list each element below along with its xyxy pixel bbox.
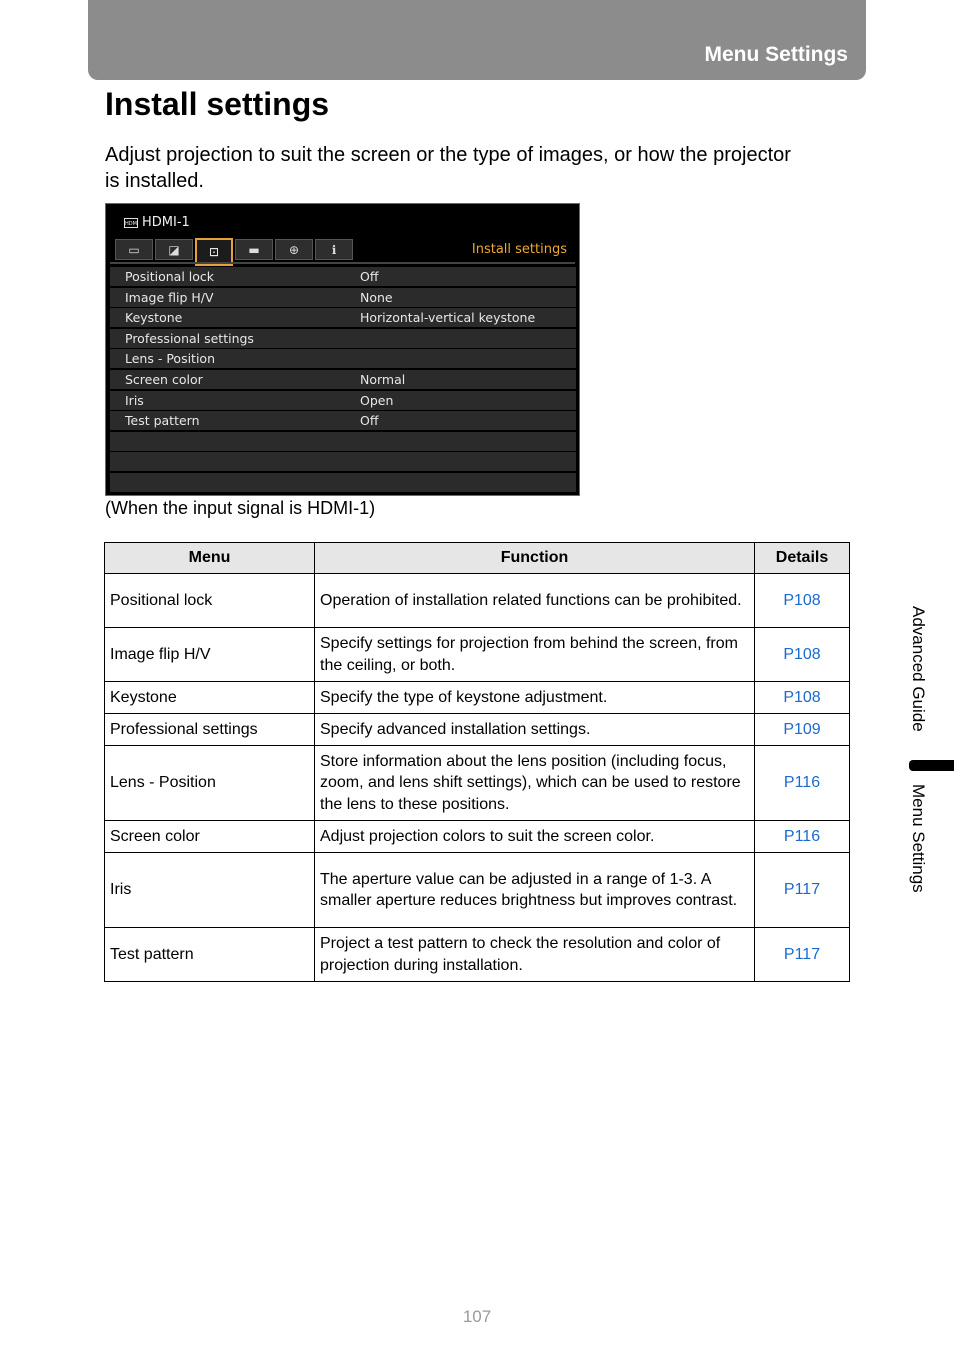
cell-function: Specify the type of keystone adjustment. bbox=[315, 682, 755, 714]
osd-row-value: Open bbox=[360, 392, 394, 408]
cell-menu: Screen color bbox=[105, 821, 315, 853]
cell-function: Project a test pattern to check the resolution and color of projection during installation. bbox=[315, 928, 755, 982]
osd-tab-info-icon: ℹ bbox=[315, 239, 353, 260]
table-row bbox=[105, 821, 850, 853]
osd-tab-image-icon: ▭ bbox=[115, 239, 153, 260]
cell-function: Specify advanced installation settings. bbox=[315, 714, 755, 746]
osd-row-value: Off bbox=[360, 413, 379, 429]
intro-text: Adjust projection to suit the screen or the type of images, or how the projector is installed. bbox=[105, 144, 791, 192]
osd-input-label: HDMI-1 bbox=[142, 215, 190, 230]
osd-tab-adjust-icon: ◪ bbox=[155, 239, 193, 260]
osd-row-label: Test pattern bbox=[125, 413, 200, 429]
table-row bbox=[105, 746, 850, 821]
header-bar bbox=[88, 0, 866, 80]
osd-row bbox=[110, 329, 576, 348]
osd-tab-install-icon: ⊡ bbox=[195, 238, 233, 266]
osd-row bbox=[110, 391, 576, 410]
page-title: Install settings bbox=[105, 86, 330, 122]
table-row bbox=[105, 928, 850, 982]
osd-row-value: Off bbox=[360, 269, 379, 284]
cell-menu: Professional settings bbox=[105, 714, 315, 746]
osd-row bbox=[110, 349, 576, 368]
header-section-title: Menu Settings bbox=[704, 43, 848, 66]
details-link[interactable]: P117 bbox=[755, 853, 850, 928]
header-function: Function bbox=[315, 543, 755, 574]
osd-rows bbox=[110, 267, 576, 494]
osd-row bbox=[110, 288, 576, 307]
side-tab-advanced-guide[interactable]: Advanced Guide bbox=[909, 606, 928, 732]
osd-row bbox=[110, 267, 576, 286]
osd-row bbox=[110, 473, 576, 492]
osd-row-label: Positional lock bbox=[125, 269, 215, 284]
details-link[interactable]: P108 bbox=[755, 682, 850, 714]
osd-row-label: Professional settings bbox=[125, 330, 254, 346]
table-row bbox=[105, 853, 850, 928]
osd-row-label: Keystone bbox=[125, 310, 183, 326]
osd-row-value: Normal bbox=[360, 371, 406, 387]
header-menu: Menu bbox=[105, 543, 315, 574]
details-link[interactable]: P108 bbox=[755, 628, 850, 682]
cell-menu: Test pattern bbox=[105, 928, 315, 982]
osd-tab-system-icon: ▬ bbox=[235, 239, 273, 260]
osd-menu-screenshot bbox=[105, 203, 580, 496]
osd-row-label: Image flip H/V bbox=[125, 289, 214, 305]
osd-row-label: Screen color bbox=[125, 371, 203, 387]
table-header-row bbox=[105, 543, 850, 574]
cell-menu: Keystone bbox=[105, 682, 315, 714]
page-number: 107 bbox=[462, 1307, 492, 1326]
cell-menu: Positional lock bbox=[105, 574, 315, 628]
osd-row-value: Horizontal-vertical keystone bbox=[360, 310, 536, 326]
cell-menu: Iris bbox=[105, 853, 315, 928]
osd-tab-network-icon: ⊕ bbox=[275, 239, 313, 260]
screenshot-caption: (When the input signal is HDMI-1) bbox=[105, 498, 376, 518]
cell-function: Operation of installation related functions can be prohibited. bbox=[315, 574, 755, 628]
cell-function: Store information about the lens position (including focus, zoom, and lens shift settings), which can be used to restore the lens to these positions. bbox=[315, 746, 755, 821]
details-link[interactable]: P117 bbox=[755, 928, 850, 982]
osd-row bbox=[110, 452, 576, 471]
cell-function: Specify settings for projection from behind the screen, from the ceiling, or both. bbox=[315, 628, 755, 682]
details-link[interactable]: P116 bbox=[755, 821, 850, 853]
details-link[interactable]: P108 bbox=[755, 574, 850, 628]
osd-input-indicator bbox=[124, 215, 190, 230]
side-tab-marker bbox=[909, 760, 954, 771]
table-row bbox=[105, 682, 850, 714]
table-row bbox=[105, 574, 850, 628]
table-row bbox=[105, 714, 850, 746]
cell-function: The aperture value can be adjusted in a range of 1-3. A smaller aperture reduces brightness but improves contrast. bbox=[315, 853, 755, 928]
menu-table bbox=[104, 542, 850, 982]
table-row bbox=[105, 628, 850, 682]
cell-function: Adjust projection colors to suit the screen color. bbox=[315, 821, 755, 853]
osd-row bbox=[110, 370, 576, 389]
osd-row bbox=[110, 432, 576, 451]
details-link[interactable]: P116 bbox=[755, 746, 850, 821]
osd-row bbox=[110, 411, 576, 430]
details-link[interactable]: P109 bbox=[755, 714, 850, 746]
header-details: Details bbox=[755, 543, 850, 574]
osd-tabs-divider bbox=[110, 262, 575, 264]
osd-row-label: Iris bbox=[125, 392, 144, 408]
osd-row-value: None bbox=[360, 289, 393, 305]
hdmi-icon: HDMI bbox=[124, 218, 138, 228]
osd-row bbox=[110, 308, 576, 327]
side-tab-menu-settings[interactable]: Menu Settings bbox=[909, 784, 928, 893]
cell-menu: Lens - Position bbox=[105, 746, 315, 821]
osd-row-label: Lens - Position bbox=[125, 351, 215, 367]
osd-section-label: Install settings bbox=[471, 242, 567, 257]
cell-menu: Image flip H/V bbox=[105, 628, 315, 682]
